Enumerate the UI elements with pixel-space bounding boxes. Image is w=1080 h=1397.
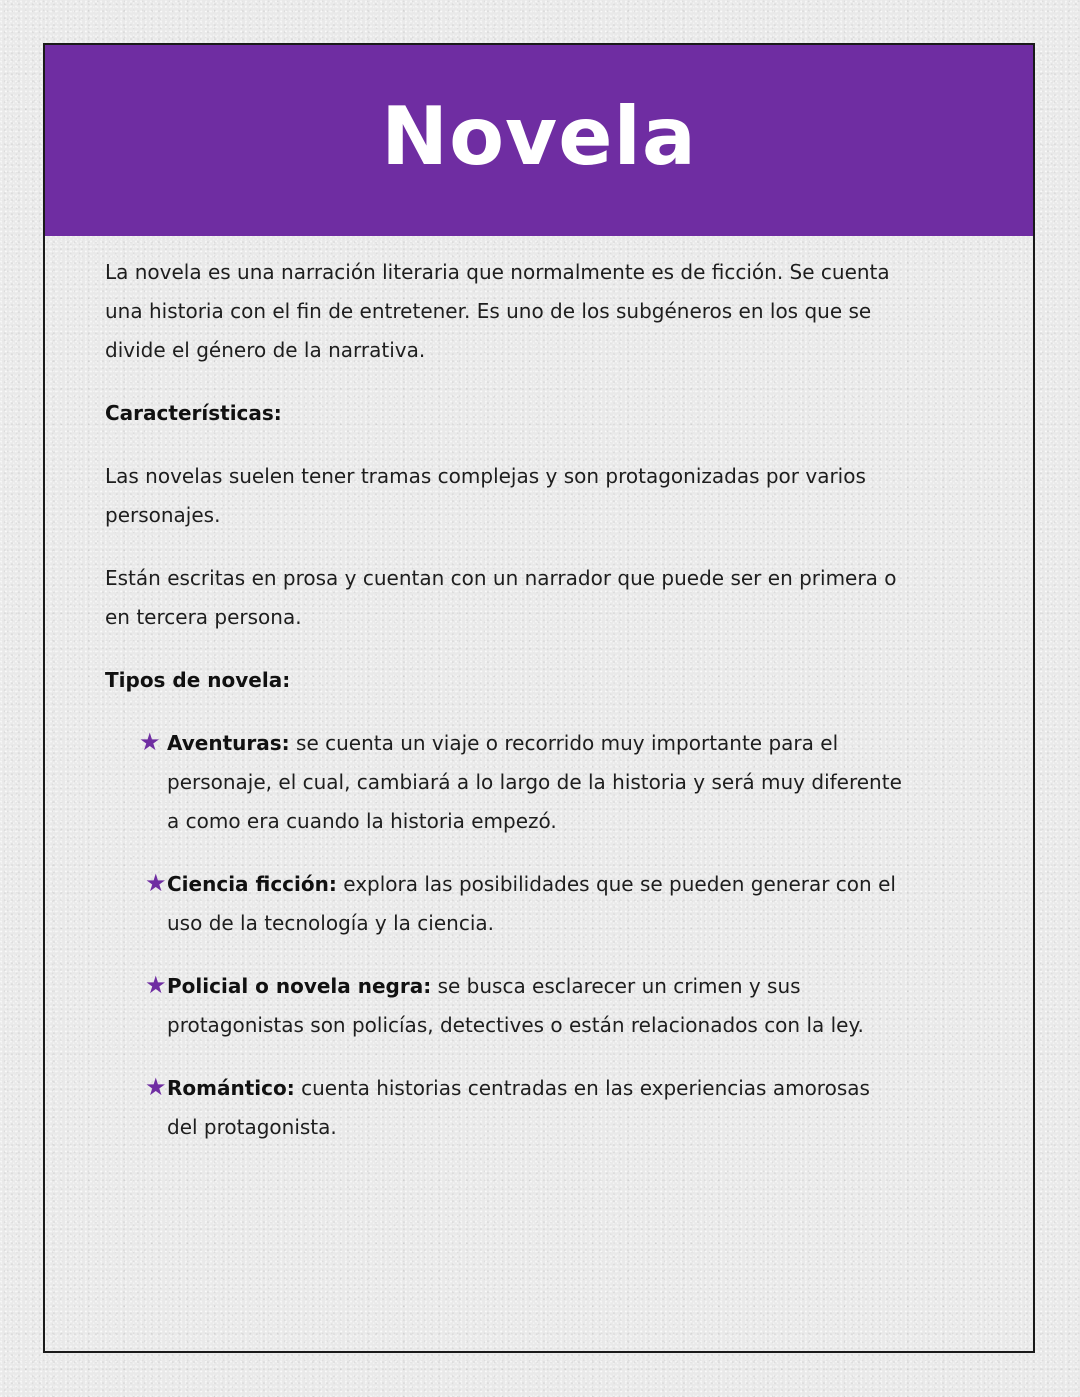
characteristics-heading: Características: bbox=[105, 401, 282, 425]
type-term: Aventuras: bbox=[167, 731, 290, 755]
page-title: Novela bbox=[381, 89, 697, 183]
list-item bbox=[105, 1069, 905, 1147]
intro-paragraph: La novela es una narración literaria que normalmente es de ficción. Se cuenta una historia con el fin de entretener. Es uno de los subgéneros en los que se divide el género de la narrativa. bbox=[105, 260, 890, 362]
type-description: explora las posibilidades que se pueden generar con el uso de la tecnología y la ciencia. bbox=[167, 872, 896, 935]
list-item bbox=[105, 967, 905, 1045]
type-term: Policial o novela negra: bbox=[167, 974, 432, 998]
novel-types-list bbox=[105, 724, 905, 1147]
list-item bbox=[105, 724, 905, 841]
star-icon: ★ bbox=[139, 728, 161, 756]
star-icon: ★ bbox=[145, 971, 167, 999]
document-body bbox=[105, 253, 905, 1171]
type-term: Romántico: bbox=[167, 1076, 295, 1100]
characteristics-paragraph: Las novelas suelen tener tramas complejas y son protagonizadas por varios personajes. bbox=[105, 464, 866, 527]
list-item bbox=[105, 865, 905, 943]
type-description: se busca esclarecer un crimen y sus protagonistas son policías, detectives o están relacionados con la ley. bbox=[167, 974, 864, 1037]
type-description: cuenta historias centradas en las experiencias amorosas del protagonista. bbox=[167, 1076, 870, 1139]
characteristics-paragraph: Están escritas en prosa y cuentan con un narrador que puede ser en primera o en tercera persona. bbox=[105, 566, 897, 629]
type-description: se cuenta un viaje o recorrido muy importante para el personaje, el cual, cambiará a lo largo de la historia y será muy diferente a como era cuando la historia empezó. bbox=[167, 731, 902, 833]
types-heading: Tipos de novela: bbox=[105, 668, 291, 692]
title-banner bbox=[45, 45, 1033, 236]
star-icon: ★ bbox=[145, 869, 167, 897]
star-icon: ★ bbox=[145, 1073, 167, 1101]
type-term: Ciencia ficción: bbox=[167, 872, 337, 896]
